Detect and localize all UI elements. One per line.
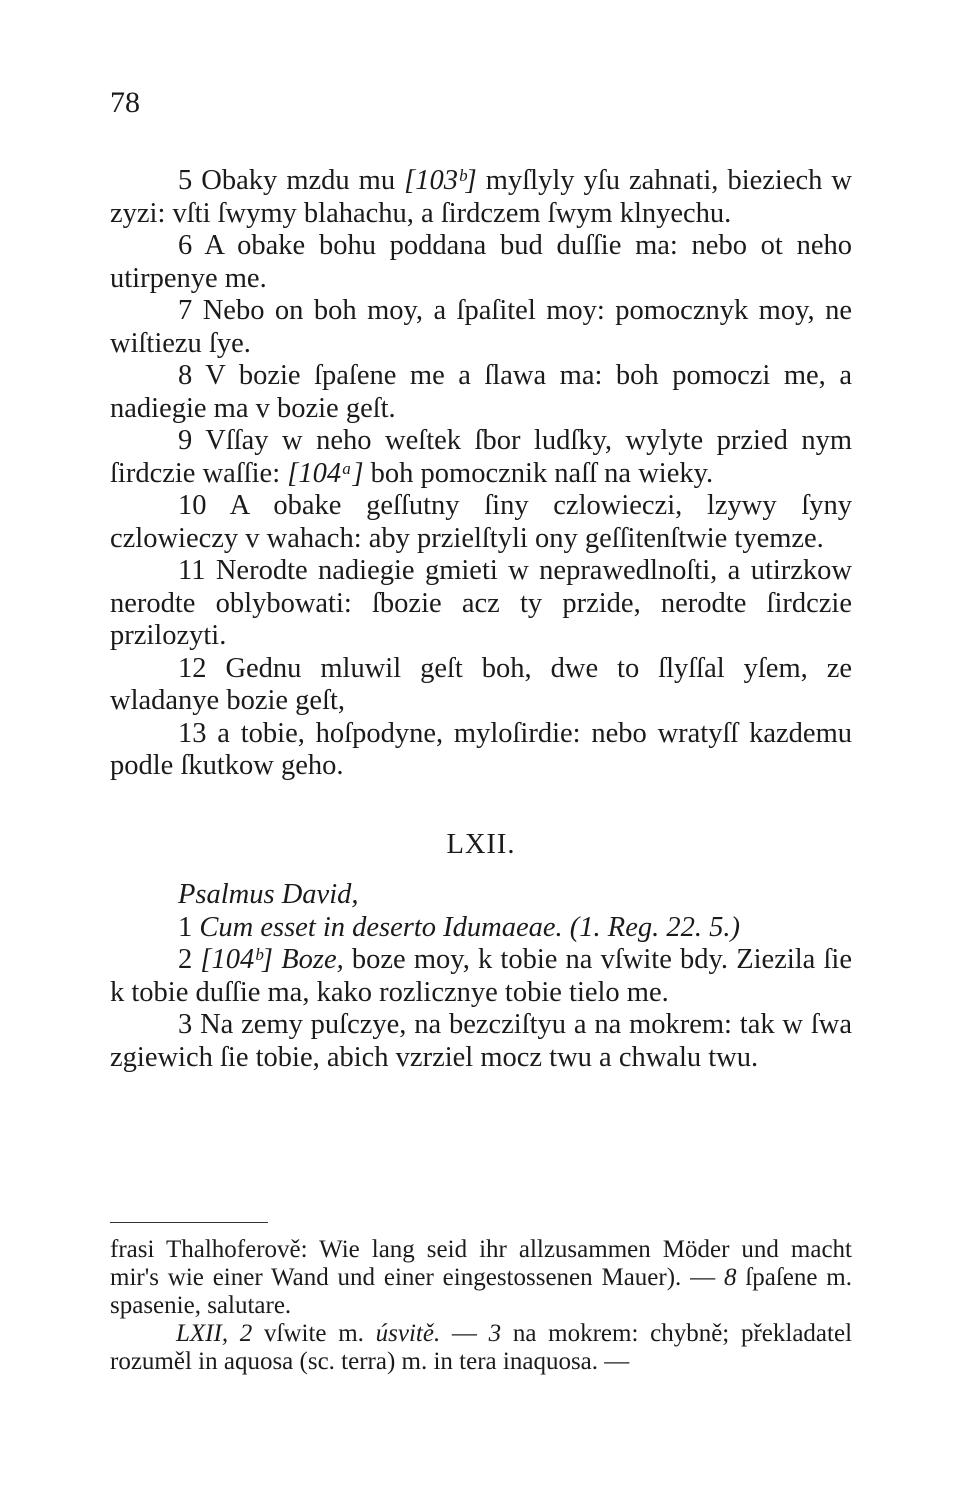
main-text [110, 165, 852, 1074]
section-heading: LXII. [446, 828, 516, 860]
verse-9: 9 Vſſay w neho weſtek ſbor ludſky, wylyte przied nym ſirdczie waſſie: [104ᵃ] boh pomocznik naſſ na wieky. [110, 425, 852, 489]
psalm-title: Psalmus David, [178, 879, 359, 910]
page-number: 78 [110, 86, 140, 119]
verse-12: 12 Gednu mluwil geſt boh, dwe to ſlyſſal yſem, ze wladanye bozie geſt, [110, 652, 852, 716]
verse-5: 5 Obaky mzdu mu [103ᵇ] myſlyly yſu zahnati, bieziech w zyzi: vſti ſwymy blahachu, a ſirdczem ſwym klnyechu. [110, 165, 853, 229]
verse-7: 7 Nebo on boh moy, a ſpaſitel moy: pomocznyk moy, ne wiſtiezu ſye. [110, 295, 852, 359]
verse-6: 6 A obake bohu poddana bud duſſie ma: nebo ot neho utirpenye me. [110, 230, 852, 294]
verse-11: 11 Nerodte nadiegie gmieti w neprawedlnoſti, a utirzkow nerodte oblybowati: ſbozie acz ty przide, nerodte ſirdczie przilozyti. [110, 555, 852, 651]
folio-note: [103ᵇ] [404, 165, 477, 196]
verse-13: 13 a tobie, hoſpodyne, myloſirdie: nebo wratyſſ kazdemu podle ſkutkow geho. [110, 717, 852, 781]
folio-note: [104ᵇ] [200, 944, 274, 975]
verse-3: 3 Na zemy puſczye, na bezcziſtyu a na mokrem: tak w ſwa zgiewich ſie tobie, abich vzrziel mocz twu a chwalu twu. [110, 1009, 852, 1073]
folio-note: [104ᵃ] [287, 457, 364, 489]
verse-1: 1 Cum esset in deserto Idumaeae. (1. Reg. 22. 5.) [178, 911, 740, 943]
verse-2: 2 [104ᵇ] Boze, boze moy, k tobie na vſwite bdy. Ziezila ſie k tobie duſſie ma, kako rozlicznye tobie tielo me. [110, 944, 852, 1008]
footnote-2: LXII, 2 vſwite m. úsvitě. — 3 na mokrem: chybně; překladatel rozuměl in aquosa (sc. terra) m. in tera inaquosa. — [110, 1320, 853, 1375]
verse-10: 10 A obake geſſutny ſiny czlowieczi, lzywy ſyny czlowieczy v wahach: aby przielſtyli ony geſſitenſtwie tyemze. [110, 490, 852, 554]
footnote-divider [110, 1222, 268, 1223]
verse-8: 8 V bozie ſpaſene me a ſlawa ma: boh pomoczi me, a nadiegie ma v bozie geſt. [110, 360, 852, 424]
footnotes [110, 1236, 852, 1376]
footnote-1: frasi Thalhoferově: Wie lang seid ihr allzusammen Möder und macht mir's wie einer Wand und einer eingestossenen Mauer). — 8 ſpaſene m. spasenie, salutare. [110, 1236, 852, 1319]
